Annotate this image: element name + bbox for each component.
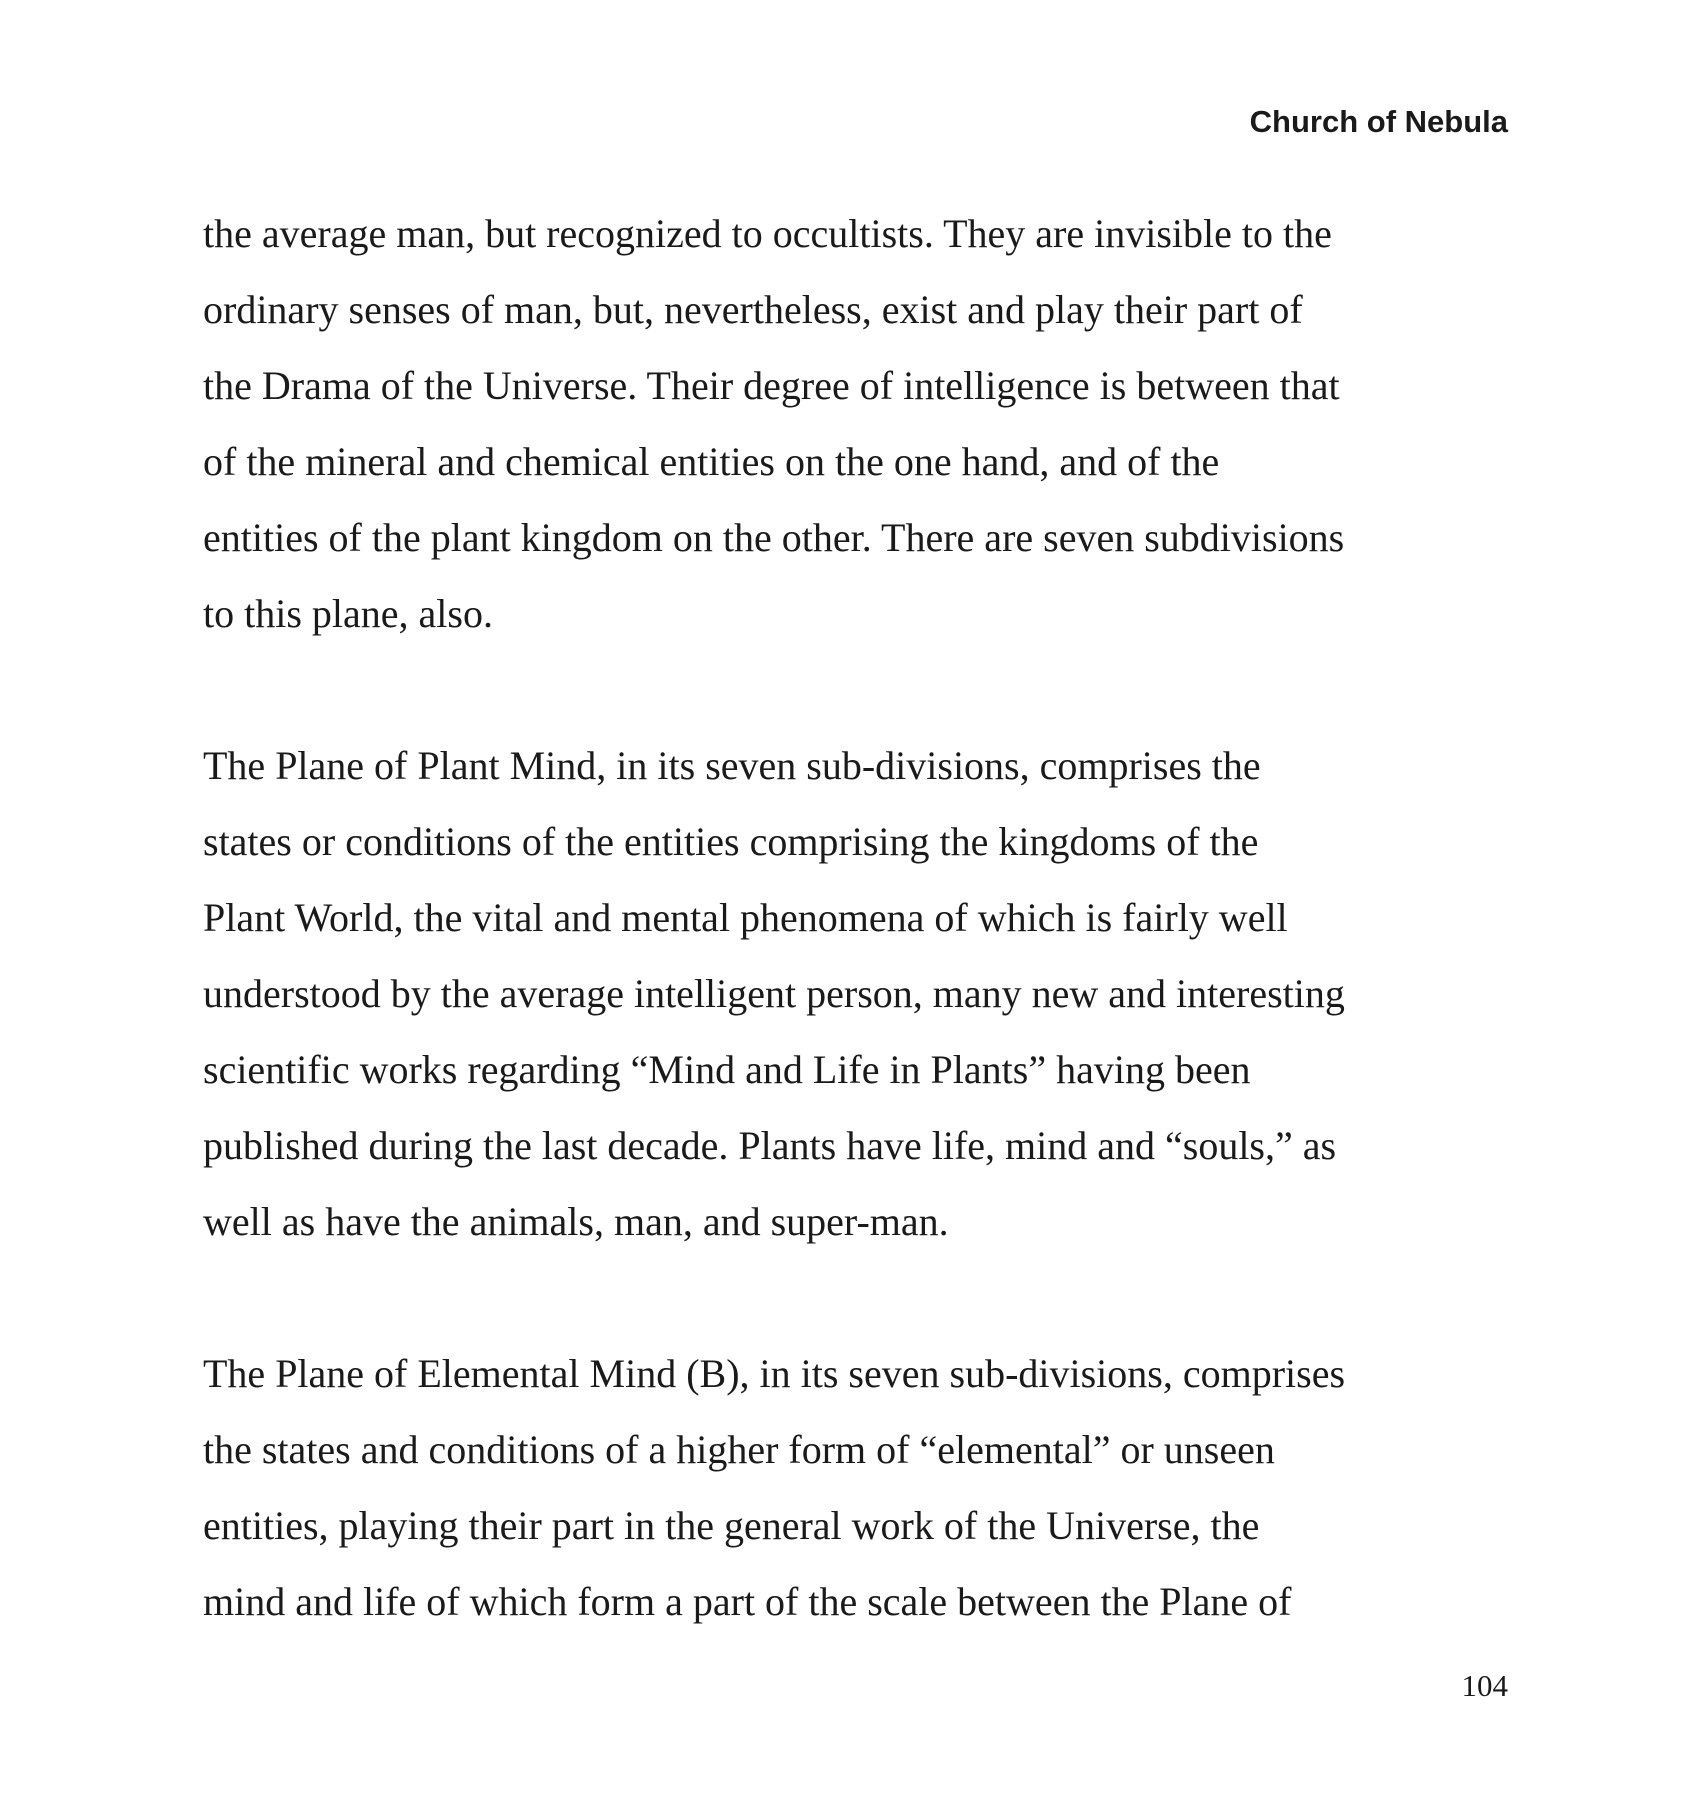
text-line: states or conditions of the entities comprising the kingdoms of the: [203, 819, 1259, 864]
text-line: The Plane of Plant Mind, in its seven sub-divisions, comprises the: [203, 743, 1261, 788]
text-line: scientific works regarding “Mind and Life in Plants” having been: [203, 1047, 1251, 1092]
text-line: entities, playing their part in the general work of the Universe, the: [203, 1503, 1260, 1548]
text-line: of the mineral and chemical entities on the one hand, and of the: [203, 439, 1220, 484]
text-line: mind and life of which form a part of the scale between the Plane of: [203, 1579, 1292, 1624]
page-number: 104: [1461, 1668, 1508, 1703]
text-line: the states and conditions of a higher form of “elemental” or unseen: [203, 1427, 1275, 1472]
text-line: published during the last decade. Plants have life, mind and “souls,” as: [203, 1123, 1337, 1168]
text-line: the Drama of the Universe. Their degree of intelligence is between that: [203, 363, 1340, 408]
text-line: Plant World, the vital and mental phenomena of which is fairly well: [203, 895, 1288, 940]
paragraph-3: [203, 1336, 1523, 1640]
paragraph-1: [203, 196, 1523, 652]
text-line: understood by the average intelligent person, many new and interesting: [203, 971, 1345, 1016]
paragraph-2: [203, 728, 1523, 1260]
text-line: well as have the animals, man, and super-man.: [203, 1199, 949, 1244]
text-line: The Plane of Elemental Mind (B), in its seven sub-divisions, comprises: [203, 1351, 1346, 1396]
text-line: to this plane, also.: [203, 591, 493, 636]
text-line: entities of the plant kingdom on the other. There are seven subdivisions: [203, 515, 1345, 560]
body-text: [203, 196, 1523, 1716]
text-line: ordinary senses of man, but, nevertheless, exist and play their part of: [203, 287, 1303, 332]
running-header: Church of Nebula: [1249, 104, 1508, 139]
text-line: the average man, but recognized to occultists. They are invisible to the: [203, 211, 1332, 256]
